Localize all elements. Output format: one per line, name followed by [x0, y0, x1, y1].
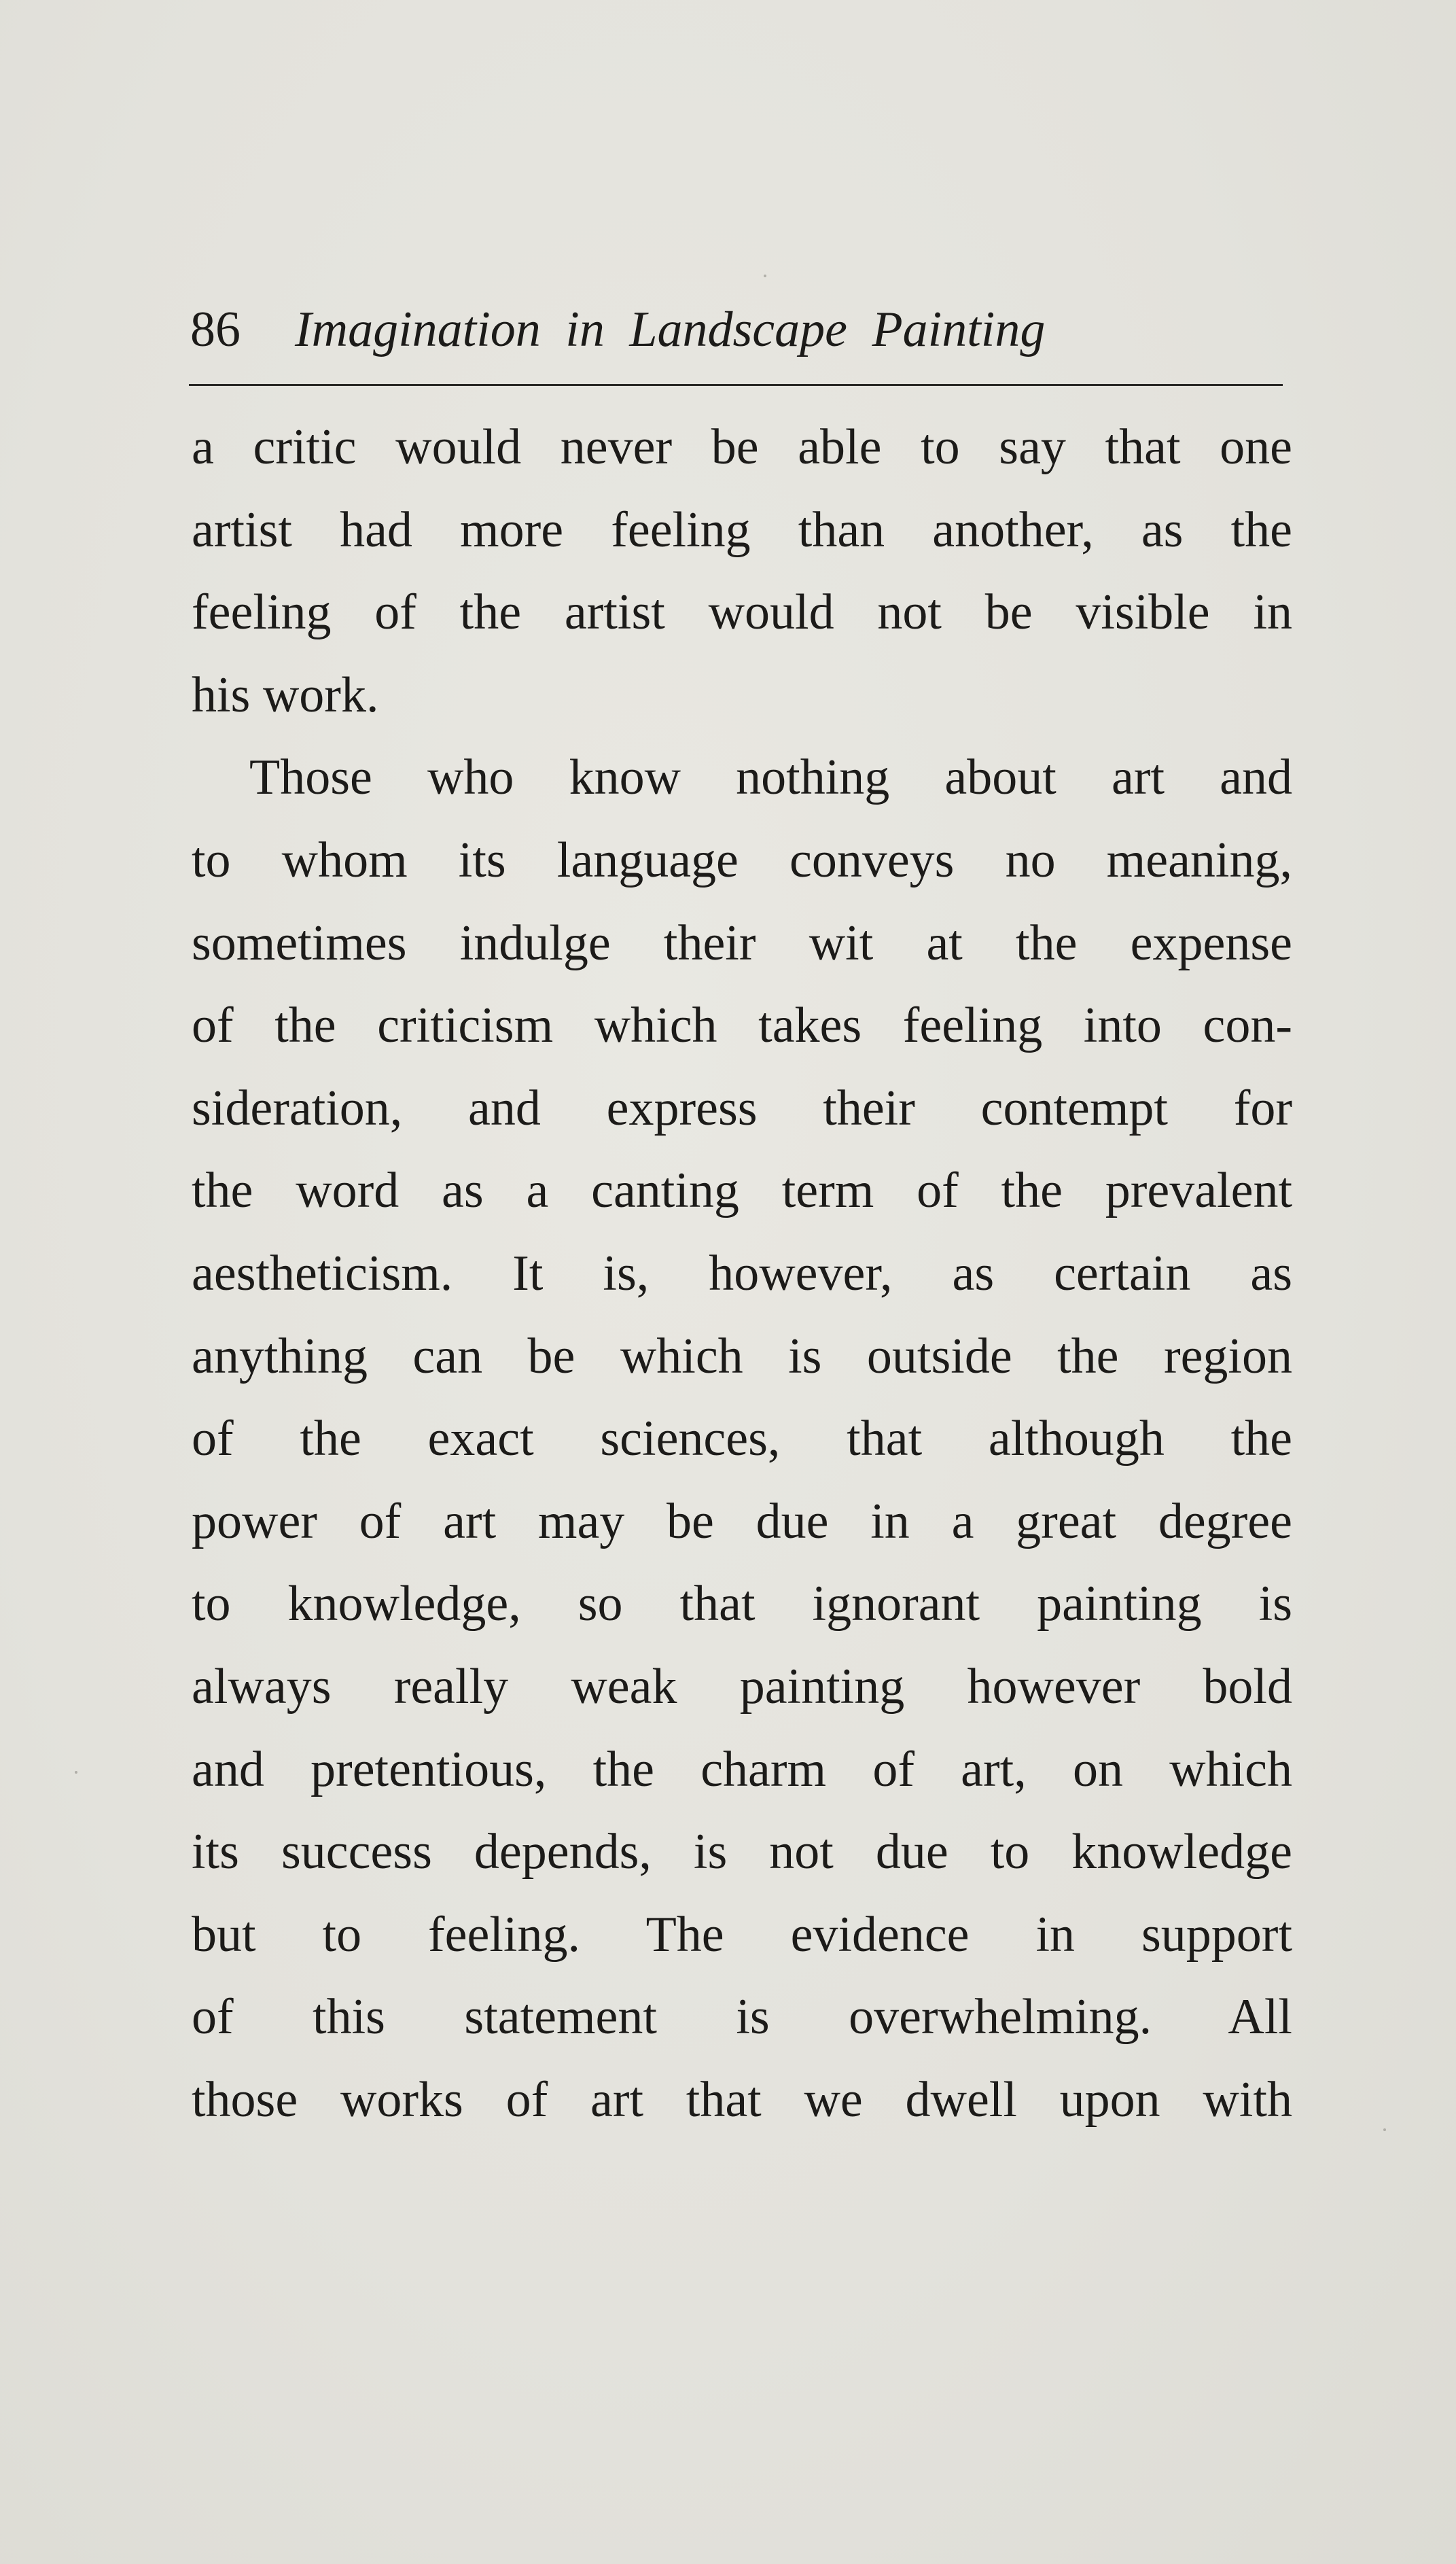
- text-line: of the exact sciences, that although the: [192, 1411, 1292, 1467]
- text-line: to knowledge, so that ignorant painting is: [192, 1576, 1292, 1632]
- text-line: its success depends, is not due to knowledge: [192, 1824, 1292, 1880]
- text-line: artist had more feeling than another, as the: [192, 502, 1292, 558]
- paper-speck: [75, 1771, 77, 1774]
- paper-speck: [764, 275, 766, 277]
- running-title: Imagination in Landscape Painting: [295, 302, 1046, 357]
- page-number: 86: [190, 302, 241, 357]
- text-line: aestheticism. It is, however, as certain as: [192, 1245, 1292, 1301]
- text-line: and pretentious, the charm of art, on which: [192, 1741, 1292, 1797]
- header-rule: [189, 384, 1283, 386]
- text-line: of this statement is overwhelming. All: [192, 1989, 1292, 2045]
- text-line: of the criticism which takes feeling into con-: [192, 998, 1292, 1054]
- text-line: the word as a canting term of the prevalent: [192, 1163, 1292, 1219]
- text-line: anything can be which is outside the region: [192, 1328, 1292, 1384]
- text-line: feeling of the artist would not be visible in: [192, 584, 1292, 641]
- body-text: [192, 406, 1299, 2141]
- text-line: a critic would never be able to say that one: [192, 419, 1292, 475]
- text-line: always really weak painting however bold: [192, 1658, 1292, 1715]
- text-line: to whom its language conveys no meaning,: [192, 832, 1292, 888]
- text-line: sideration, and express their contempt for: [192, 1080, 1292, 1136]
- text-line: Those who know nothing about art and: [249, 750, 1292, 806]
- text-line: but to feeling. The evidence in support: [192, 1906, 1292, 1963]
- running-head: [190, 292, 1284, 367]
- text-line: power of art may be due in a great degree: [192, 1493, 1292, 1549]
- text-line: those works of art that we dwell upon with: [192, 2071, 1292, 2128]
- text-line: his work.: [192, 667, 379, 723]
- paper-speck: [1383, 2128, 1386, 2131]
- text-line: sometimes indulge their wit at the expense: [192, 915, 1292, 971]
